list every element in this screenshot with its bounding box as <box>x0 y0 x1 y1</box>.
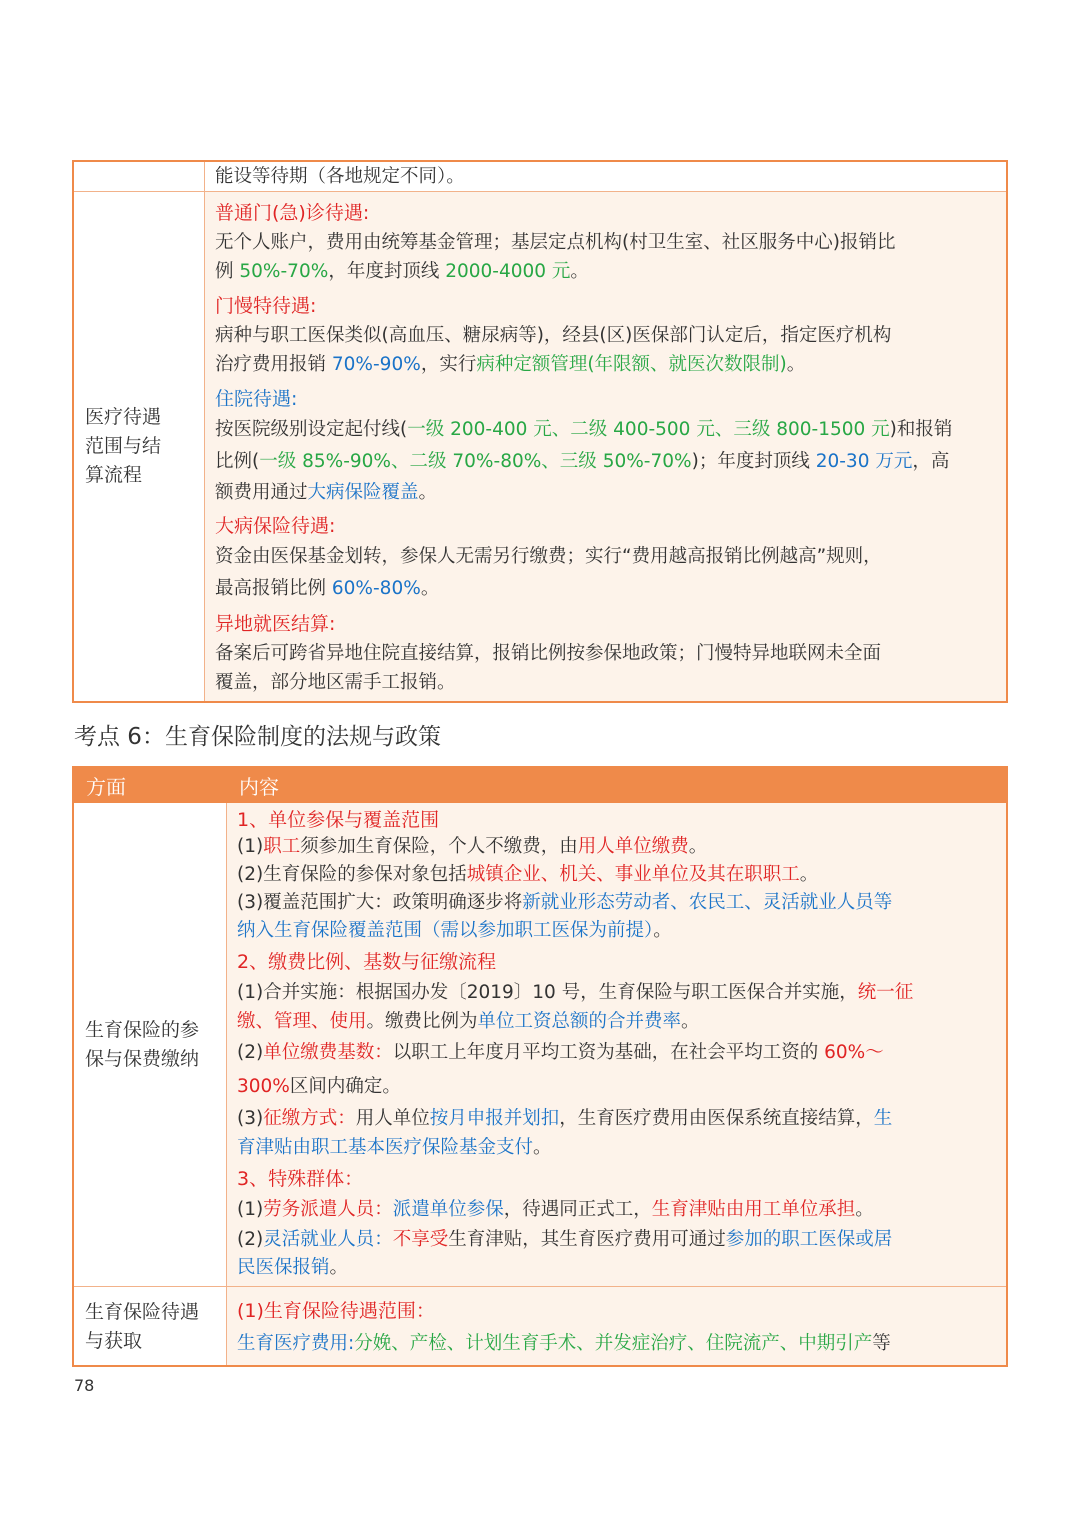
aspect-label: 医疗待遇 范围与结 算流程 <box>85 406 162 486</box>
subsection-heading: 2、缴费比例、基数与征缴流程 <box>237 951 497 973</box>
medical-benefits-table <box>72 160 1008 703</box>
aspect-cell <box>73 1287 227 1367</box>
subsection-heading: 1、单位参保与覆盖范围 <box>237 809 440 831</box>
section-heading-chronic: 门慢特待遇: <box>215 295 317 317</box>
page-number: 78 <box>74 1376 95 1395</box>
section-heading-offsite: 异地就医结算: <box>215 613 336 635</box>
table-row <box>73 192 1007 703</box>
table-row <box>73 161 1007 192</box>
content-cell: 普通门(急)诊待遇: 无个人账户，费用由统筹基金管理；基层定点机构(村卫生室、社区服务中心)报销比 例 50%-70%，年度封顶线 2000-4000 元。 门慢特待遇: 病种与职工医保类似(高血压、糖尿病等)，经县(区)医保部门认定后，指定医疗机构 治疗费用报销 70%-90%，实行病种定额管理(年限额、就医次数限制)。 住院待遇: 按医院级别设定起付线(一级 200-400 元、二级 400-500 元、三级 800-1500 元)和报销 比例(一级 85%-90%、二级 70%-80%、三级 50%-70%)；年度封顶线 20-30 万元，高 额费用通过大病保险覆盖。 大病保险待遇: 资金由医保基金划转，参保人无需另行缴费；实行“费用越高报销比例越高”规则， 最高报销比例 60%-80%。 异地就医结算: 备案后可跨省异地住院直接结算，报销比例按参保地政策；门慢特异地联网未全面 覆盖，部分地区需手工报销。 <box>205 192 1008 703</box>
section-title: 考点 6：生育保险制度的法规与政策 <box>74 724 441 750</box>
continuation-text: 能设等待期（各地规定不同）。 <box>215 166 465 187</box>
section-heading-inpatient: 住院待遇: <box>215 388 298 410</box>
table-row <box>73 803 1007 1287</box>
left-cell-empty <box>73 161 205 192</box>
maternity-insurance-table <box>72 766 1008 1367</box>
header-aspect: 方面 <box>73 767 227 803</box>
aspect-cell <box>73 803 227 1287</box>
aspect-label: 生育保险待遇 与获取 <box>85 1301 200 1352</box>
subsection-heading: 3、特殊群体： <box>237 1168 364 1190</box>
content-cell: (1)生育保险待遇范围： 生育医疗费用:分娩、产检、计划生育手术、并发症治疗、住院流产、中期引产等 <box>227 1287 1008 1367</box>
section-heading-critical-illness: 大病保险待遇: <box>215 515 336 537</box>
section-heading-outpatient: 普通门(急)诊待遇: <box>215 202 370 224</box>
content-cell <box>205 161 1008 192</box>
header-content: 内容 <box>227 767 1008 803</box>
aspect-cell <box>73 192 205 703</box>
aspect-label: 生育保险的参 保与保费缴纳 <box>85 1018 200 1070</box>
table-header-row <box>73 767 1007 803</box>
content-cell: 1、单位参保与覆盖范围 (1)职工须参加生育保险，个人不缴费，由用人单位缴费。 (2)生育保险的参保对象包括城镇企业、机关、事业单位及其在职职工。 (3)覆盖范围扩大：政策明确逐步将新就业形态劳动者、农民工、灵活就业人员等 纳入生育保险覆盖范围（需以参加职工医保为前提）。 2、缴费比例、基数与征缴流程 (1)合并实施：根据国办发〔2019〕10 号，生育保险与职工医保合并实施，统一征 缴、管理、使用。缴费比例为单位工资总额的合并费率。 (2)单位缴费基数：以职工上年度月平均工资为基础，在社会平均工资的 60%～ 300%区间内确定。 (3)征缴方式：用人单位按月申报并划扣，生育医疗费用由医保系统直接结算，生 育津贴由职工基本医疗保险基金支付。 3、特殊群体： (1)劳务派遣人员：派遣单位参保，待遇同正式工，生育津贴由用工单位承担。 (2)灵活就业人员：不享受生育津贴，其生育医疗费用可通过参加的职工医保或居 民医保报销。 <box>227 803 1008 1287</box>
subsection-heading: (1)生育保险待遇范围： <box>237 1300 435 1322</box>
table-row <box>73 1287 1007 1367</box>
